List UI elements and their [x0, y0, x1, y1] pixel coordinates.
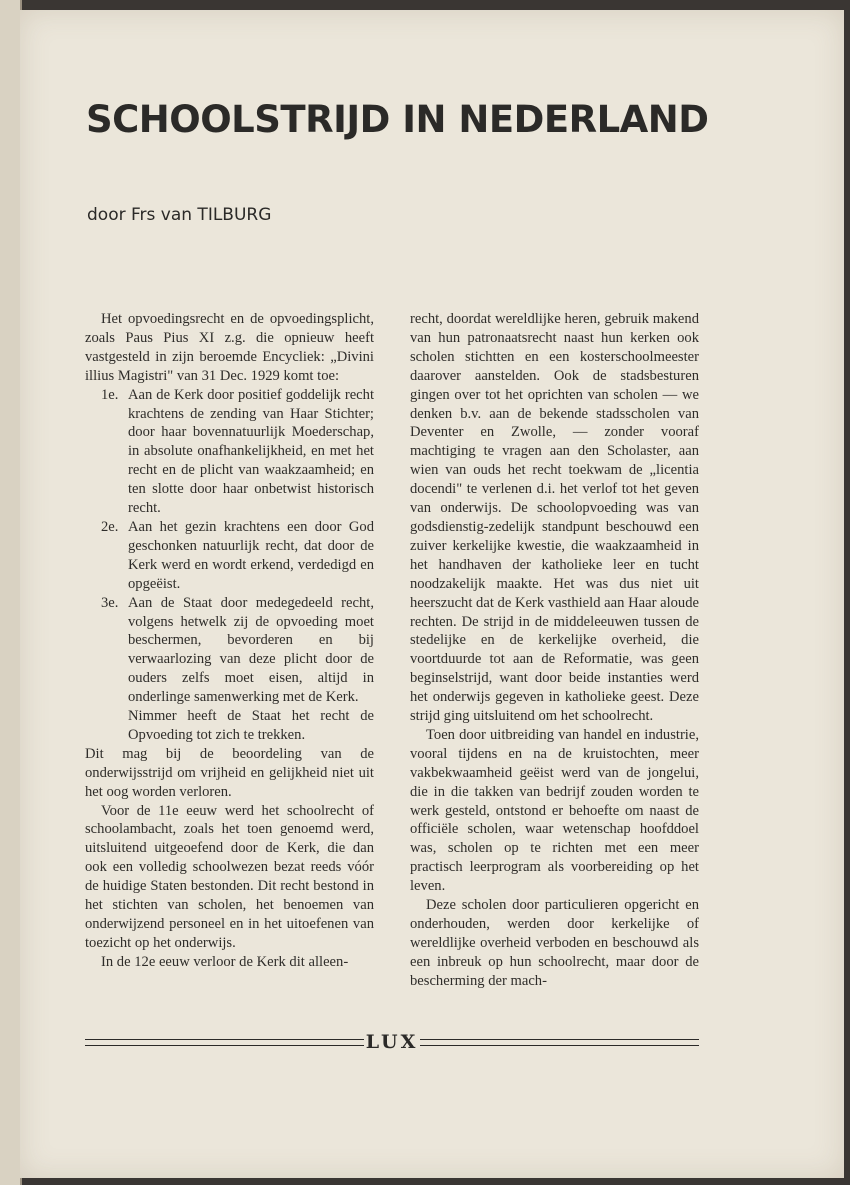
list-item-number: 1e. — [101, 386, 119, 403]
paragraph: In de 12e eeuw verloor de Kerk dit alleen- — [101, 953, 349, 970]
article-title: SCHOOLSTRIJD IN NEDERLAND — [86, 98, 709, 141]
footer-rule-left — [85, 1039, 364, 1046]
footer-rule-right — [420, 1039, 699, 1046]
page-footer — [85, 1032, 699, 1052]
list-item-text: Aan de Kerk door positief goddelijk recht krachtens de zending van Haar Stichter; door haar bovennatuurlijk Moederschap, in absolute onafhankelijkheid, en met het recht en de plicht van waakzaamheid; en ten slotte door haar onbetwist historisch recht. — [128, 386, 374, 517]
left-column — [85, 310, 374, 972]
paragraph: Dit mag bij de beoordeling van de onderwijsstrijd om vrijheid en gelijkheid niet uit het oog worden verloren. — [85, 745, 374, 800]
list-item-number: 2e. — [101, 518, 119, 535]
list-item — [85, 518, 374, 594]
footer-masthead: LUX — [365, 1031, 419, 1053]
article-byline: door Frs van TILBURG — [87, 205, 272, 225]
list-item — [85, 386, 374, 518]
paragraph: Voor de 11e eeuw werd het schoolrecht of schoolambacht, zoals het toen genoemd werd, uitsluitend uitgeoefend door de Kerk, die dan ook een volledig schoolwezen bezat reeds vóór de huidige Staten bestonden. Dit recht bestond in het stichten van scholen, het benoemen van onderwijzend personeel en in het uitoefenen van toezicht op het onderwijs. — [85, 802, 374, 951]
list-item-continuation: Nimmer heeft de Staat het recht de Opvoeding tot zich te trekken. — [128, 708, 374, 743]
page-edge — [0, 0, 22, 1185]
list-item-number: 3e. — [101, 594, 119, 611]
paragraph: Toen door uitbreiding van handel en industrie, vooral tijdens en na de kruistochten, meer vakbekwaamheid geëist werd van de jongelui, die in die takken van bedrijf zouden worden te werk gesteld, ontstond er behoefte om naast de officiële scholen, waar wetenschap hoofddoel was, scholen op te richten met een meer practisch leerprogram als voorbereiding op het leven. — [410, 726, 699, 895]
paragraph: Het opvoedingsrecht en de opvoedingsplicht, zoals Paus Pius XI z.g. die opnieuw heeft vastgesteld in zijn beroemde Encycliek: „Divini illius Magistri" van 31 Dec. 1929 komt toe: — [85, 311, 374, 384]
right-column — [410, 310, 699, 991]
paragraph: recht, doordat wereldlijke heren, gebruik makend van hun patronaatsrecht naast hun kerken ook scholen stichtten en een kosterschoolmeester daarover aanstelden. Ook de stadsbesturen gingen over tot het oprichten van scholen — we denken b.v. aan de bekende stadsscholen van Deventer en Zwolle, — zonder vooraf machtiging te vragen aan den Scholaster, aan wien van ouds het recht toekwam de „licentia docendi" te verlenen d.i. het verlof tot het geven van onderwijs. De schoolopvoeding was van godsdienstig-zedelijk standpunt beschouwd een zuiver kerkelijke kwestie, die waakzaamheid in het handhaven der katholieke leer en tucht noodzakelijk maakte. Het was dus niet uit heerszucht dat de Kerk vasthield aan Haar aloude rechten. De strijd in de middeleeuwen tussen de stedelijke en de kerkelijke overheid, die voortduurde tot aan de Reformatie, was geen beginselstrijd, want door beide instanties werd het onderwijs gegeven in katholieke geest. Deze strijd ging uitsluitend om het schoolrecht. — [410, 311, 699, 725]
list-item-text: Aan de Staat door medegedeeld recht, volgens hetwelk zij de opvoeding moet beschermen, bevorderen en bij verwaarlozing van deze plicht door de ouders zelfs moet eisen, altijd in onderlinge samenwerking met de Kerk. — [128, 594, 374, 706]
list-item-text: Aan het gezin krachtens een door God geschonken natuurlijk recht, dat door de Kerk werd en wordt erkend, verdedigd en opgeëist. — [128, 518, 374, 592]
paragraph: Deze scholen door particulieren opgericht en onderhouden, werden door kerkelijke of wereldlijke overheid verboden en beschouwd als een inbreuk op hun schoolrecht, maar door de bescherming der mach- — [410, 897, 699, 989]
list-item — [85, 594, 374, 707]
